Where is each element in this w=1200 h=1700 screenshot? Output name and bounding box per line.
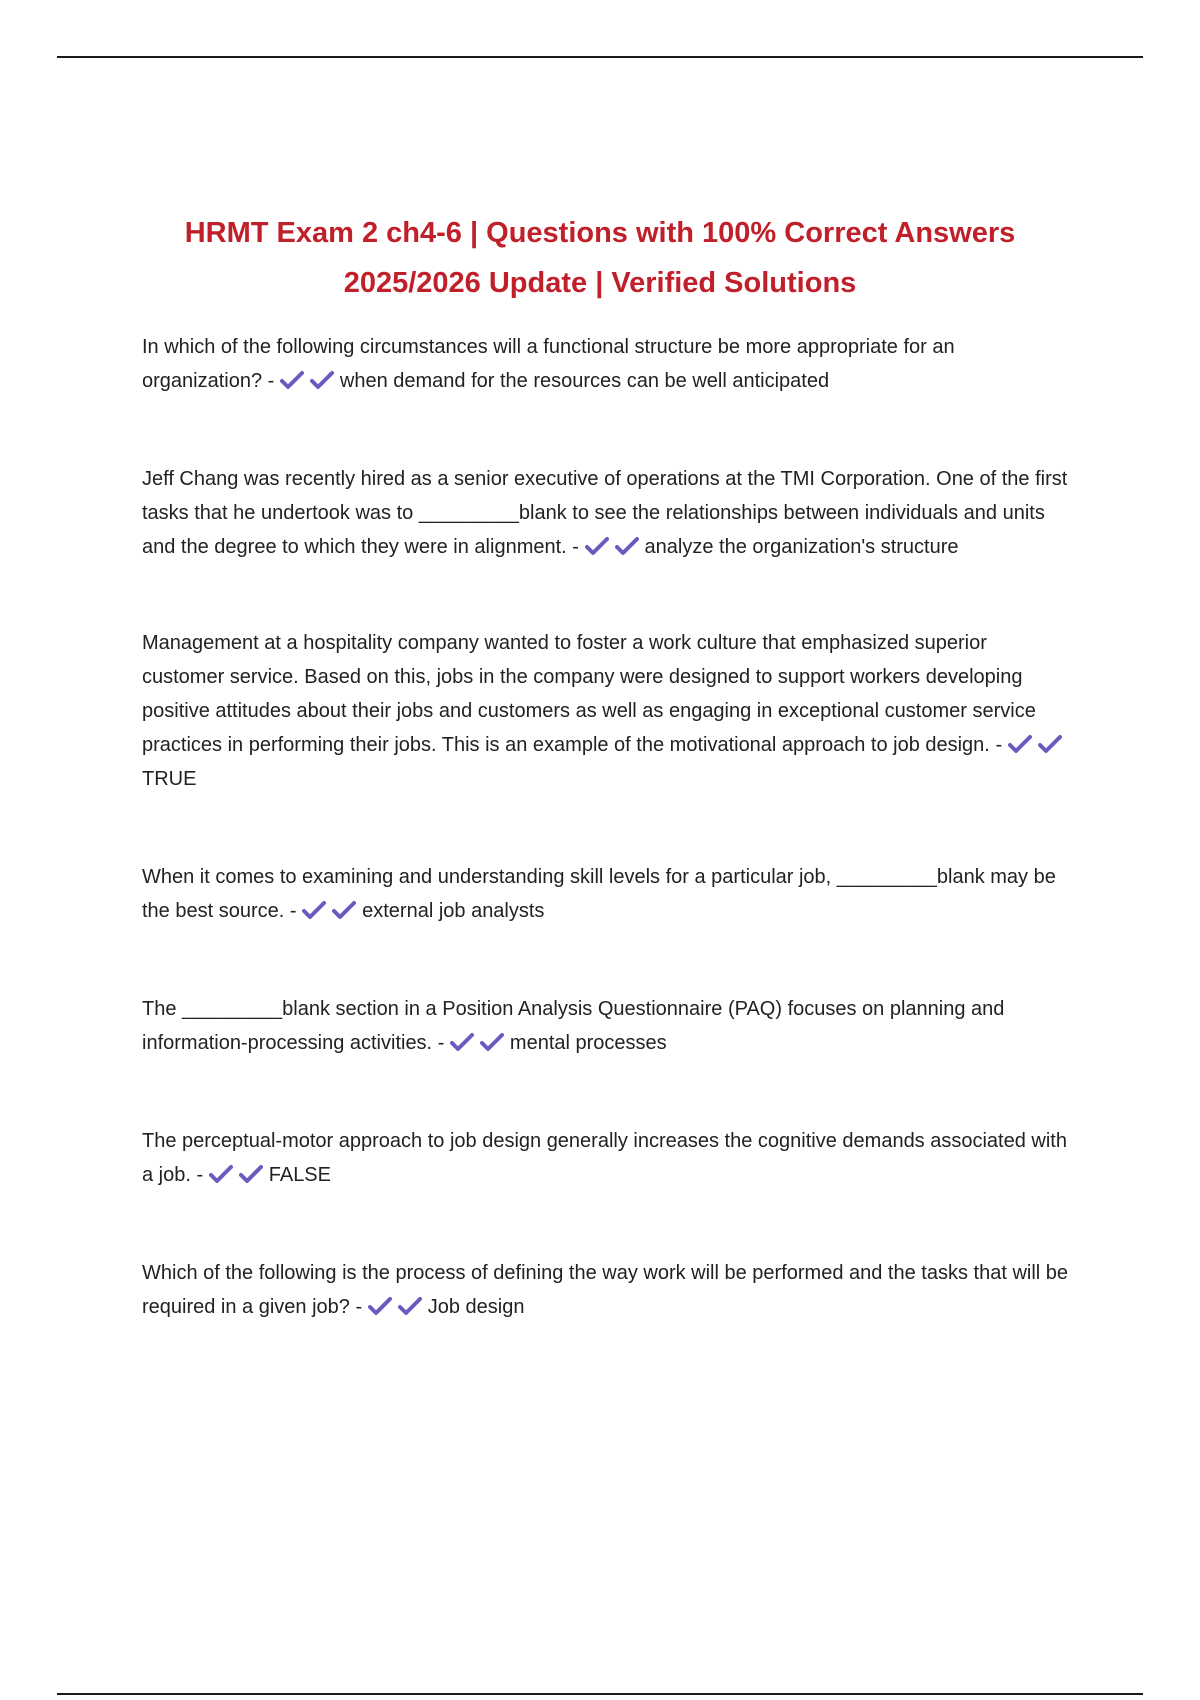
check-icon <box>450 1032 474 1052</box>
check-icon <box>209 1164 233 1184</box>
check-icon <box>332 900 356 920</box>
qa-item <box>142 1124 1070 1192</box>
answer-separator: - <box>995 734 1003 756</box>
qa-item <box>142 330 1070 398</box>
question-text: The perceptual-motor approach to job design generally increases the cognitive demands associated with a job. <box>142 1130 1067 1186</box>
answer-text: Job design <box>427 1296 525 1318</box>
answer-text: TRUE <box>142 768 197 790</box>
qa-item <box>142 626 1070 796</box>
bottom-rule <box>57 1693 1143 1695</box>
answer-text: external job analysts <box>362 900 545 922</box>
question-text: In which of the following circumstances will a functional structure be more appropriate for an organization? <box>142 336 955 392</box>
check-icon <box>280 370 304 390</box>
check-icon <box>585 536 609 556</box>
check-icon <box>368 1296 392 1316</box>
document-title <box>100 208 1100 308</box>
answer-separator: - <box>355 1296 363 1318</box>
answer-separator: - <box>289 900 297 922</box>
answer-separator: - <box>437 1032 445 1054</box>
answer-text: FALSE <box>268 1164 331 1186</box>
qa-item <box>142 992 1070 1060</box>
check-icon <box>480 1032 504 1052</box>
answer-separator: - <box>267 370 275 392</box>
answer-text: analyze the organization's structure <box>644 536 959 558</box>
answer-separator: - <box>572 536 579 558</box>
qa-list <box>142 330 1070 1388</box>
check-icon <box>1008 734 1032 754</box>
question-text: Jeff Chang was recently hired as a senior executive of operations at the TMI Corporation. One of the first tasks that he undertook was to _________blank to see the relationships between individuals and units and the degree to which they were in alignment. <box>142 468 1068 558</box>
answer-separator: - <box>196 1164 204 1186</box>
qa-item <box>142 462 1070 564</box>
question-text: Management at a hospitality company wanted to foster a work culture that emphasized superior customer service. Based on this, jobs in the company were designed to support workers developing positive attitudes about their jobs and customers as well as engaging in exceptional customer service practices in performing their jobs. This is an example of the motivational approach to job design. <box>142 632 1036 756</box>
top-rule <box>57 56 1143 58</box>
question-text: Which of the following is the process of defining the way work will be performed and the tasks that will be required in a given job? <box>142 1262 1069 1318</box>
title-line-2: 2025/2026 Update | Verified Solutions <box>343 267 857 299</box>
title-line-1: HRMT Exam 2 ch4-6 | Questions with 100% Correct Answers <box>184 217 1016 249</box>
question-text: When it comes to examining and understanding skill levels for a particular job, _________blank may be the best source. <box>142 866 1056 922</box>
qa-item <box>142 860 1070 928</box>
qa-item <box>142 1256 1070 1324</box>
check-icon <box>1038 734 1062 754</box>
check-icon <box>398 1296 422 1316</box>
answer-text: when demand for the resources can be well anticipated <box>339 370 830 392</box>
check-icon <box>310 370 334 390</box>
check-icon <box>615 536 639 556</box>
check-icon <box>239 1164 263 1184</box>
answer-text: mental processes <box>509 1032 667 1054</box>
question-text: The _________blank section in a Position Analysis Questionnaire (PAQ) focuses on planning and information-processing activities. <box>142 998 1005 1054</box>
check-icon <box>302 900 326 920</box>
